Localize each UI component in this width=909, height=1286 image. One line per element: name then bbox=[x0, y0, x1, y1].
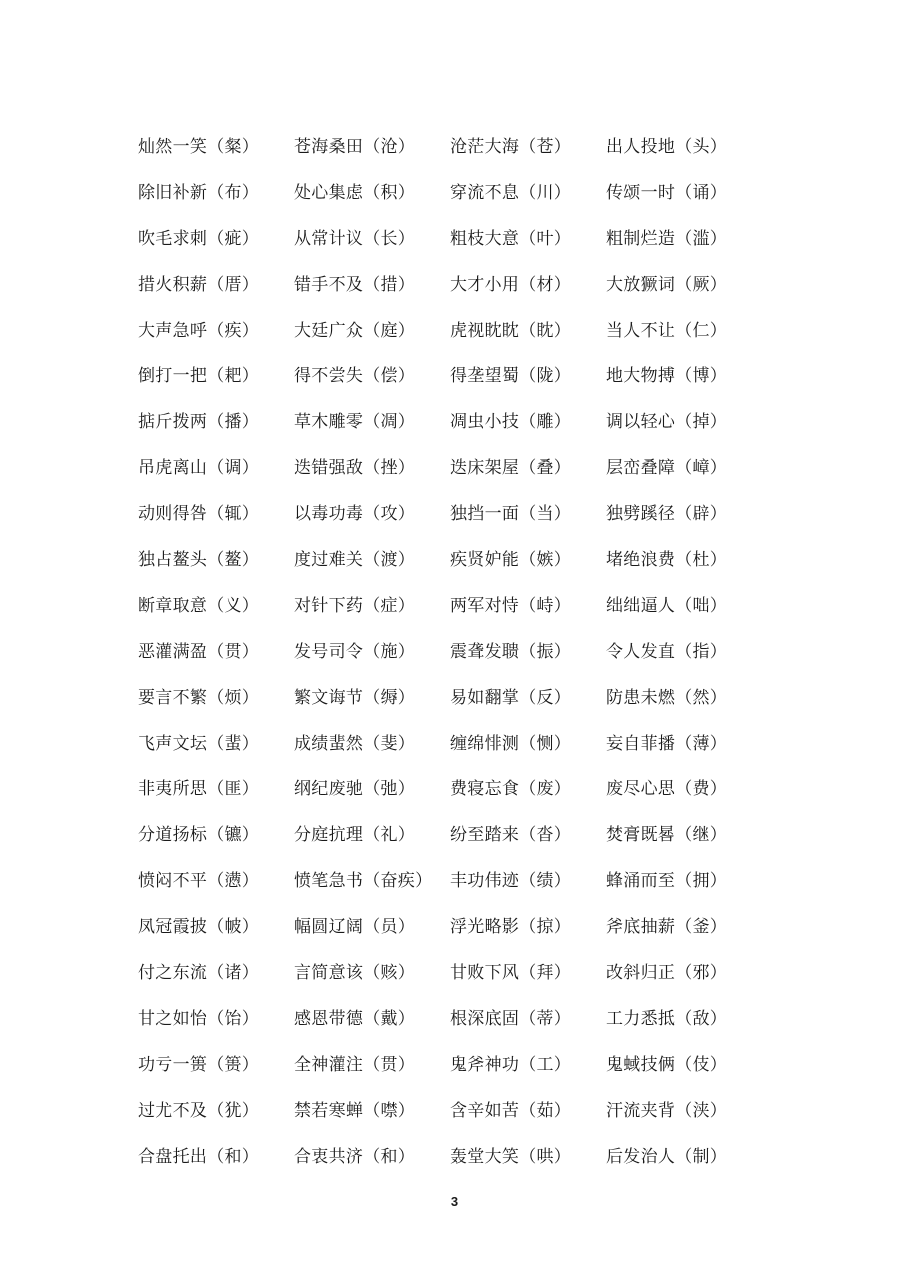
idiom-entry: 非夷所思（匪） bbox=[138, 779, 260, 800]
idiom-entry: 繁文诲节（缛） bbox=[294, 687, 416, 708]
idiom-entry: 幅圆辽阔（员） bbox=[294, 917, 416, 938]
idiom-row bbox=[138, 399, 778, 445]
idiom-entry: 调以轻心（掉） bbox=[606, 412, 728, 433]
idiom-row bbox=[138, 996, 778, 1042]
idiom-correction-grid bbox=[138, 124, 778, 1179]
idiom-entry: 除旧补新（布） bbox=[138, 182, 260, 203]
idiom-entry: 震聋发聩（振） bbox=[450, 641, 572, 662]
idiom-entry: 易如翻掌（反） bbox=[450, 687, 572, 708]
idiom-row bbox=[138, 308, 778, 354]
idiom-entry: 发号司令（施） bbox=[294, 641, 416, 662]
idiom-entry: 妄自菲播（薄） bbox=[606, 733, 728, 754]
idiom-entry: 动则得咎（辄） bbox=[138, 504, 260, 525]
idiom-entry: 两军对恃（峙） bbox=[450, 595, 572, 616]
idiom-entry: 大放獗词（厥） bbox=[606, 274, 728, 295]
idiom-row bbox=[138, 1134, 778, 1180]
idiom-entry: 出人投地（头） bbox=[606, 136, 728, 157]
idiom-entry: 防患未燃（然） bbox=[606, 687, 728, 708]
idiom-entry: 处心集虑（积） bbox=[294, 182, 416, 203]
idiom-entry: 灿然一笑（粲） bbox=[138, 136, 260, 157]
idiom-entry: 纷至踏来（沓） bbox=[450, 825, 572, 846]
idiom-entry: 感恩带德（戴） bbox=[294, 1008, 416, 1029]
idiom-entry: 断章取意（义） bbox=[138, 595, 260, 616]
idiom-entry: 绌绌逼人（咄） bbox=[606, 595, 728, 616]
idiom-entry: 工力悉抵（敌） bbox=[606, 1008, 728, 1029]
idiom-entry: 过尤不及（犹） bbox=[138, 1100, 260, 1121]
idiom-entry: 分道扬标（镳） bbox=[138, 825, 260, 846]
idiom-entry: 付之东流（诸） bbox=[138, 962, 260, 983]
idiom-row bbox=[138, 583, 778, 629]
idiom-entry: 独挡一面（当） bbox=[450, 504, 572, 525]
idiom-entry: 堵绝浪费（杜） bbox=[606, 549, 728, 570]
idiom-entry: 费寝忘食（废） bbox=[450, 779, 572, 800]
idiom-row bbox=[138, 537, 778, 583]
idiom-entry: 穿流不息（川） bbox=[450, 182, 572, 203]
idiom-entry: 改斜归正（邪） bbox=[606, 962, 728, 983]
idiom-row bbox=[138, 1088, 778, 1134]
idiom-entry: 含辛如苦（茹） bbox=[450, 1100, 572, 1121]
idiom-entry: 吊虎离山（调） bbox=[138, 458, 260, 479]
idiom-entry: 甘败下风（拜） bbox=[450, 962, 572, 983]
idiom-entry: 凤冠霞披（帔） bbox=[138, 917, 260, 938]
idiom-entry: 以毒功毒（攻） bbox=[294, 504, 416, 525]
idiom-entry: 功亏一篑（篑） bbox=[138, 1054, 260, 1075]
idiom-entry: 层峦叠障（嶂） bbox=[606, 458, 728, 479]
idiom-row bbox=[138, 950, 778, 996]
idiom-row bbox=[138, 216, 778, 262]
idiom-entry: 丰功伟迹（绩） bbox=[450, 871, 572, 892]
idiom-row bbox=[138, 262, 778, 308]
idiom-entry: 斧底抽薪（釜） bbox=[606, 917, 728, 938]
idiom-row bbox=[138, 904, 778, 950]
idiom-entry: 地大物搏（博） bbox=[606, 366, 728, 387]
idiom-row bbox=[138, 445, 778, 491]
idiom-entry: 倒打一把（耙） bbox=[138, 366, 260, 387]
idiom-row bbox=[138, 170, 778, 216]
idiom-entry: 粗枝大意（叶） bbox=[450, 228, 572, 249]
idiom-entry: 浮光略影（掠） bbox=[450, 917, 572, 938]
idiom-entry: 大廷广众（庭） bbox=[294, 320, 416, 341]
idiom-entry: 合衷共济（和） bbox=[294, 1146, 416, 1167]
idiom-entry: 恶灌满盈（贯） bbox=[138, 641, 260, 662]
idiom-row bbox=[138, 629, 778, 675]
page-number: 3 bbox=[450, 1194, 459, 1209]
idiom-entry: 沧茫大海（苍） bbox=[450, 136, 572, 157]
idiom-entry: 大声急呼（疾） bbox=[138, 320, 260, 341]
idiom-entry: 分庭抗理（礼） bbox=[294, 825, 416, 846]
idiom-entry: 缠绵悱测（恻） bbox=[450, 733, 572, 754]
idiom-row bbox=[138, 1042, 778, 1088]
idiom-entry: 从常计议（长） bbox=[294, 228, 416, 249]
idiom-entry: 独占鳌头（鳌） bbox=[138, 549, 260, 570]
idiom-entry: 度过难关（渡） bbox=[294, 549, 416, 570]
idiom-entry: 粗制烂造（滥） bbox=[606, 228, 728, 249]
idiom-entry: 对针下药（症） bbox=[294, 595, 416, 616]
idiom-entry: 全神灌注（贯） bbox=[294, 1054, 416, 1075]
idiom-entry: 成绩蜚然（斐） bbox=[294, 733, 416, 754]
idiom-entry: 要言不繁（烦） bbox=[138, 687, 260, 708]
idiom-entry: 鬼蜮技俩（伎） bbox=[606, 1054, 728, 1075]
idiom-entry: 根深底固（蒂） bbox=[450, 1008, 572, 1029]
idiom-entry: 错手不及（措） bbox=[294, 274, 416, 295]
idiom-row bbox=[138, 812, 778, 858]
idiom-entry: 苍海桑田（沧） bbox=[294, 136, 416, 157]
idiom-entry: 愤闷不平（懑） bbox=[138, 871, 260, 892]
idiom-entry: 废尽心思（费） bbox=[606, 779, 728, 800]
idiom-entry: 得不尝失（偿） bbox=[294, 366, 416, 387]
idiom-row bbox=[138, 491, 778, 537]
idiom-entry: 鬼斧神功（工） bbox=[450, 1054, 572, 1075]
idiom-entry: 焚膏既晷（继） bbox=[606, 825, 728, 846]
idiom-entry: 得垄望蜀（陇） bbox=[450, 366, 572, 387]
idiom-entry: 大才小用（材） bbox=[450, 274, 572, 295]
idiom-entry: 飞声文坛（蜚） bbox=[138, 733, 260, 754]
idiom-row bbox=[138, 858, 778, 904]
idiom-row bbox=[138, 721, 778, 767]
idiom-entry: 吹毛求刺（疵） bbox=[138, 228, 260, 249]
idiom-row bbox=[138, 675, 778, 721]
idiom-entry: 虎视眈眈（眈） bbox=[450, 320, 572, 341]
idiom-entry: 禁若寒蝉（噤） bbox=[294, 1100, 416, 1121]
idiom-entry: 蜂涌而至（拥） bbox=[606, 871, 728, 892]
idiom-entry: 汗流夹背（浃） bbox=[606, 1100, 728, 1121]
idiom-entry: 合盘托出（和） bbox=[138, 1146, 260, 1167]
idiom-row bbox=[138, 124, 778, 170]
idiom-entry: 草木雕零（凋） bbox=[294, 412, 416, 433]
idiom-entry: 传颂一时（诵） bbox=[606, 182, 728, 203]
idiom-entry: 言简意该（赅） bbox=[294, 962, 416, 983]
idiom-entry: 纲纪废驰（弛） bbox=[294, 779, 416, 800]
idiom-row bbox=[138, 766, 778, 812]
idiom-entry: 独劈蹊径（辟） bbox=[606, 504, 728, 525]
idiom-entry: 后发治人（制） bbox=[606, 1146, 728, 1167]
idiom-entry: 当人不让（仁） bbox=[606, 320, 728, 341]
idiom-entry: 迭错强敌（挫） bbox=[294, 458, 416, 479]
idiom-entry: 疾贤妒能（嫉） bbox=[450, 549, 572, 570]
idiom-row bbox=[138, 353, 778, 399]
idiom-entry: 凋虫小技（雕） bbox=[450, 412, 572, 433]
idiom-entry: 令人发直（指） bbox=[606, 641, 728, 662]
idiom-entry: 甘之如怡（饴） bbox=[138, 1008, 260, 1029]
idiom-entry: 迭床架屋（叠） bbox=[450, 458, 572, 479]
idiom-entry: 措火积薪（厝） bbox=[138, 274, 260, 295]
idiom-entry: 轰堂大笑（哄） bbox=[450, 1146, 572, 1167]
idiom-entry: 掂斤拨两（播） bbox=[138, 412, 260, 433]
idiom-entry: 愤笔急书（奋疾） bbox=[294, 871, 433, 892]
